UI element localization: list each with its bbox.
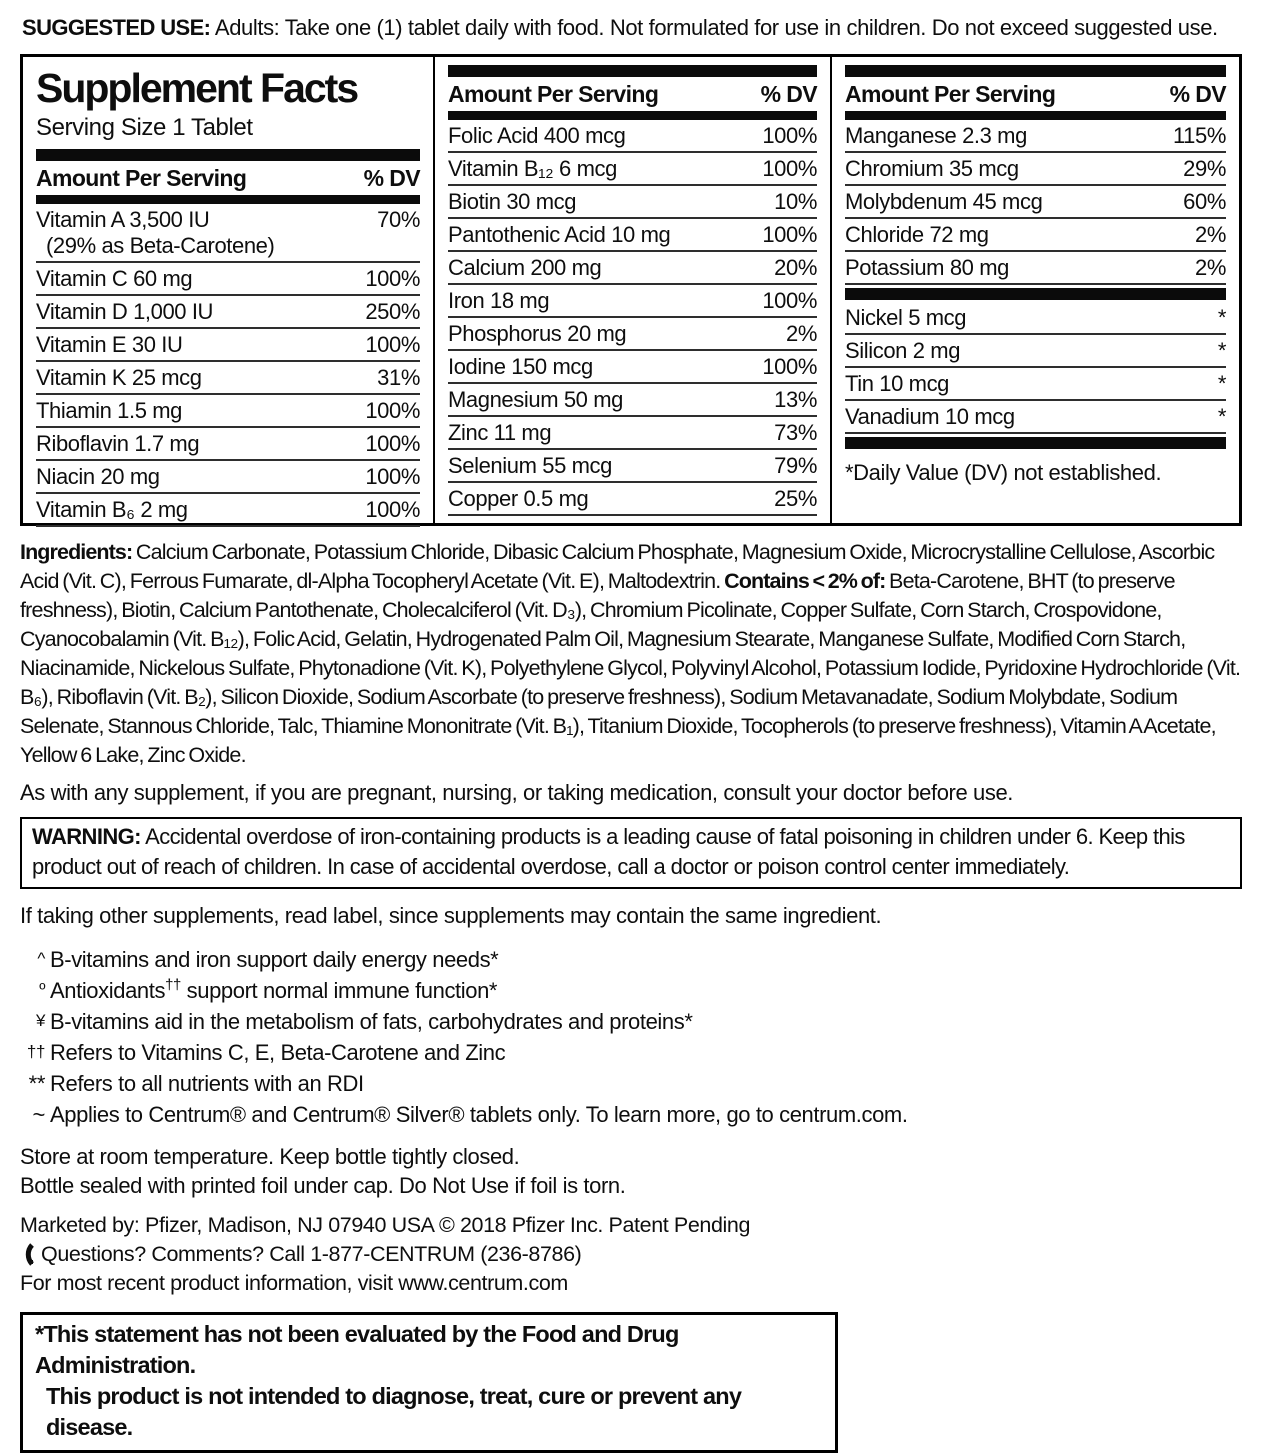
nutrient-dv: 100%: [762, 123, 817, 148]
table-row: [845, 252, 1226, 285]
footnote-marker: ~: [32, 1102, 45, 1127]
table-row: [448, 483, 817, 516]
footnote-line: [20, 944, 1242, 975]
table-row: [448, 219, 817, 252]
nutrient-dv: 2%: [1195, 255, 1226, 280]
footnote-marker: º: [39, 980, 45, 999]
footnote-line: [20, 1068, 1242, 1099]
panel-column-1: [23, 57, 433, 523]
table-row: [448, 120, 817, 153]
nutrient-name: Niacin 20 mg: [36, 464, 160, 489]
nutrient-dv: 13%: [774, 387, 817, 412]
column-header: [448, 77, 817, 111]
nutrient-name: Vitamin B₆ 2 mg: [36, 497, 188, 522]
nutrient-dv: 79%: [774, 453, 817, 478]
nutrient-dv: 100%: [365, 431, 420, 456]
nutrient-name: Vitamin A 3,500 IU (29% as Beta-Carotene): [36, 207, 275, 258]
nutrient-dv: 2%: [786, 321, 817, 346]
nutrient-name: Folic Acid 400 mcg: [448, 123, 626, 148]
footnotes: [20, 944, 1242, 1130]
phone-line: [20, 1240, 1242, 1269]
ingredients-part2: Beta-Carotene, BHT (to preserve freshness), Biotin, Calcium Pantothenate, Cholecalciferol (Vit. D₃), Chromium Picolinate, Copper Sulfate, Corn Starch, Crospovidone, Cyanocobalamin (Vit. B₁₂), Folic Acid, Gelatin, Hydrogenated Palm Oil, Magnesium Stearate, Manganese Sulfate, Modified Corn Starch, Niacinamide, Nickelous Sulfate, Phytonadione (Vit. K), Polyethylene Glycol, Polyvinyl Alcohol, Potassium Iodide, Pyridoxine Hydrochloride (Vit. B₆), Riboflavin (Vit. B₂), Silicon Dioxide, Sodium Ascorbate (to preserve freshness), Sodium Metavanadate, Sodium Molybdate, Sodium Selenate, Stannous Chloride, Talc, Thiamine Mononitrate (Vit. B₁), Titanium Dioxide, Tocopherols (to preserve freshness), Vitamin A Acetate, Yellow 6 Lake, Zinc Oxide.: [20, 569, 1241, 767]
nutrient-dv: *: [1217, 404, 1226, 429]
nutrient-dv: 100%: [365, 464, 420, 489]
nutrient-name: Biotin 30 mcg: [448, 189, 577, 214]
fda-disclaimer-box: [20, 1312, 838, 1453]
nutrient-name: Zinc 11 mg: [448, 420, 552, 445]
nutrient-dv: 100%: [762, 156, 817, 181]
nutrient-rows: [36, 204, 420, 527]
footnote-text: Antioxidants†† support normal immune function*: [50, 976, 498, 1003]
nutrient-name: Tin 10 mcg: [845, 371, 950, 396]
nutrient-dv: 250%: [365, 299, 420, 324]
nutrient-dv: 29%: [1183, 156, 1226, 181]
nutrient-rows: [448, 120, 817, 516]
nutrient-name: Thiamin 1.5 mg: [36, 398, 183, 423]
nutrient-dv: 115%: [1172, 123, 1226, 148]
nutrient-name: Riboflavin 1.7 mg: [36, 431, 200, 456]
footnote-marker: ¥: [35, 1011, 45, 1030]
divider-bar: [36, 149, 420, 161]
table-row: [845, 153, 1226, 186]
fda-line-1: *This statement has not been evaluated by the Food and Drug Administration.: [35, 1321, 679, 1378]
nutrient-dv: 25%: [774, 486, 817, 511]
footnote-text: B-vitamins and iron support daily energy needs*: [50, 947, 499, 972]
table-row: [36, 428, 420, 461]
nutrient-name: Pantothenic Acid 10 mg: [448, 222, 671, 247]
table-row: [845, 186, 1226, 219]
footnote-marker: **: [28, 1071, 45, 1096]
nutrient-dv: 10%: [774, 189, 817, 214]
table-row: [36, 461, 420, 494]
nutrient-name: Chloride 72 mg: [845, 222, 989, 247]
nutrient-subnote: (29% as Beta-Carotene): [46, 233, 275, 258]
footnote-line: [20, 1099, 1242, 1130]
divider-bar: [448, 111, 817, 120]
divider-bar: [448, 65, 817, 77]
nutrient-dv: 100%: [365, 332, 420, 357]
nutrient-rows-no-dv: [845, 302, 1226, 434]
nutrient-dv: 70%: [377, 207, 420, 232]
panel-column-3: [830, 57, 1239, 523]
table-row: [36, 362, 420, 395]
nutrient-name: Molybdenum 45 mcg: [845, 189, 1043, 214]
product-info-line: For most recent product information, visit www.centrum.com: [20, 1271, 568, 1295]
fda-line-2: This product is not intended to diagnose, treat, cure or prevent any disease.: [46, 1383, 742, 1440]
nutrient-rows: [845, 120, 1226, 285]
contains-label: Contains < 2% of:: [724, 569, 886, 593]
nutrient-dv: 100%: [762, 288, 817, 313]
panel-title: Supplement Facts: [36, 65, 358, 111]
other-supplements-note: If taking other supplements, read label, since supplements may contain the same ingredient.: [20, 903, 882, 928]
divider-bar: [845, 437, 1226, 449]
serving-size: Serving Size 1 Tablet: [36, 114, 253, 141]
ingredients-part1: Calcium Carbonate, Potassium Chloride, Dibasic Calcium Phosphate, Magnesium Oxide, Microcrystalline Cellulose, Ascorbic Acid (Vit. C), Ferrous Fumarate, dl-Alpha Tocopheryl Acetate (Vit. E), Maltodextrin.: [20, 540, 1215, 593]
nutrient-name: Iodine 150 mcg: [448, 354, 593, 379]
table-row: [448, 351, 817, 384]
footnote-text: B-vitamins aid in the metabolism of fats, carbohydrates and proteins*: [50, 1009, 693, 1034]
table-row: [448, 285, 817, 318]
header-dv: % DV: [760, 81, 817, 107]
supplement-facts-panel: [20, 54, 1242, 526]
nutrient-dv: 2%: [1195, 222, 1226, 247]
table-row: [448, 153, 817, 186]
table-row: [36, 395, 420, 428]
nutrient-dv: *: [1217, 371, 1226, 396]
table-row: [36, 296, 420, 329]
suggested-use: [22, 14, 1242, 42]
header-dv: % DV: [1169, 81, 1226, 107]
dagger-superscript: ††: [165, 976, 181, 994]
nutrient-dv: 20%: [774, 255, 817, 280]
nutrient-name: Manganese 2.3 mg: [845, 123, 1027, 148]
divider-bar: [36, 195, 420, 204]
nutrient-name: Potassium 80 mg: [845, 255, 1009, 280]
storage-line-1: Store at room temperature. Keep bottle tightly closed.: [20, 1144, 520, 1169]
divider-bar: [845, 65, 1226, 77]
nutrient-name: Phosphorus 20 mg: [448, 321, 627, 346]
nutrient-name: Silicon 2 mg: [845, 338, 961, 363]
footnote-text: Applies to Centrum® and Centrum® Silver® tablets only. To learn more, go to centrum.com.: [50, 1102, 908, 1127]
table-row: [448, 186, 817, 219]
table-row: [845, 219, 1226, 252]
warning-text: Accidental overdose of iron-containing products is a leading cause of fatal poisoning in children under 6. Keep this product out of reach of children. In case of accidental overdose, call a doctor or poison control center immediately.: [32, 824, 1185, 879]
table-row: [448, 252, 817, 285]
ingredients-paragraph: [20, 538, 1242, 770]
nutrient-dv: 60%: [1183, 189, 1226, 214]
contact-block: [20, 1211, 1242, 1298]
header-amount: Amount Per Serving: [845, 81, 1056, 107]
storage-line-2: Bottle sealed with printed foil under cap. Do Not Use if foil is torn.: [20, 1173, 626, 1198]
suggested-use-text: Adults: Take one (1) tablet daily with food. Not formulated for use in children. Do not exceed suggested use.: [210, 15, 1218, 40]
phone-icon: [20, 1243, 36, 1267]
footnote-line: [20, 975, 1242, 1006]
table-row: [845, 120, 1226, 153]
footnote-marker: ^: [37, 949, 45, 968]
consult-doctor-note: As with any supplement, if you are pregnant, nursing, or taking medication, consult your doctor before use.: [20, 780, 1013, 805]
nutrient-name: Nickel 5 mcg: [845, 305, 967, 330]
nutrient-dv: *: [1217, 305, 1226, 330]
nutrient-name: Vitamin E 30 IU: [36, 332, 183, 357]
footnote-text: Refers to Vitamins C, E, Beta-Carotene and Zinc: [50, 1040, 506, 1065]
footnote-line: [20, 1037, 1242, 1068]
nutrient-dv: 100%: [365, 497, 420, 522]
column-header: [36, 161, 420, 195]
storage-instructions: [20, 1142, 1242, 1200]
nutrient-name: Calcium 200 mg: [448, 255, 602, 280]
nutrient-dv: 100%: [365, 398, 420, 423]
ingredients-label: Ingredients:: [20, 540, 133, 564]
table-row: [36, 494, 420, 527]
nutrient-name: Vitamin B₁₂ 6 mcg: [448, 156, 617, 181]
divider-bar: [845, 111, 1226, 120]
table-row: [845, 368, 1226, 401]
nutrient-dv: 100%: [762, 222, 817, 247]
divider-bar: [845, 288, 1226, 300]
dv-not-established-note: *Daily Value (DV) not established.: [845, 460, 1162, 485]
table-row: [448, 417, 817, 450]
table-row: [845, 401, 1226, 434]
column-header: [845, 77, 1226, 111]
questions-line: Questions? Comments? Call 1-877-CENTRUM (236-8786): [41, 1242, 582, 1266]
table-row: [845, 335, 1226, 368]
header-amount: Amount Per Serving: [36, 165, 247, 191]
nutrient-name: Vitamin K 25 mcg: [36, 365, 202, 390]
table-row: [448, 384, 817, 417]
header-dv: % DV: [363, 165, 420, 191]
panel-column-2: [433, 57, 830, 523]
nutrient-name: Magnesium 50 mg: [448, 387, 623, 412]
footnote-text: Refers to all nutrients with an RDI: [50, 1071, 364, 1096]
table-row: [845, 302, 1226, 335]
nutrient-name: Copper 0.5 mg: [448, 486, 589, 511]
table-row: [36, 329, 420, 362]
table-row: [36, 263, 420, 296]
nutrient-dv: 73%: [774, 420, 817, 445]
nutrient-name: Chromium 35 mcg: [845, 156, 1019, 181]
nutrient-name: Selenium 55 mcg: [448, 453, 612, 478]
nutrient-name: Vitamin C 60 mg: [36, 266, 193, 291]
footnote-line: [20, 1006, 1242, 1037]
warning-box: [20, 817, 1242, 889]
footnote-marker: ††: [26, 1042, 45, 1061]
nutrient-name: Vitamin D 1,000 IU: [36, 299, 214, 324]
nutrient-dv: 100%: [365, 266, 420, 291]
nutrient-name: Vanadium 10 mcg: [845, 404, 1015, 429]
table-row: [448, 450, 817, 483]
nutrient-dv: 100%: [762, 354, 817, 379]
header-amount: Amount Per Serving: [448, 81, 659, 107]
nutrient-dv: 31%: [377, 365, 420, 390]
nutrient-dv: *: [1217, 338, 1226, 363]
warning-label: WARNING:: [32, 824, 141, 849]
table-row: [448, 318, 817, 351]
nutrient-name: Iron 18 mg: [448, 288, 550, 313]
marketed-by-line: Marketed by: Pfizer, Madison, NJ 07940 USA © 2018 Pfizer Inc. Patent Pending: [20, 1213, 750, 1237]
suggested-use-label: SUGGESTED USE:: [22, 15, 211, 40]
table-row: [36, 204, 420, 263]
